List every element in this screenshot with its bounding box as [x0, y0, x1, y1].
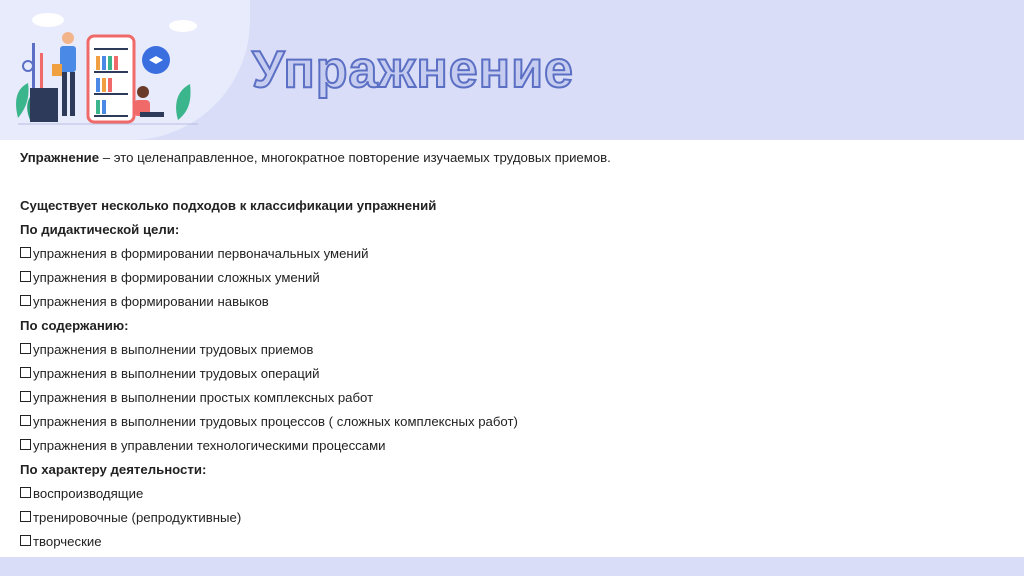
list-item	[20, 266, 1010, 290]
list-item-text: упражнения в управлении технологическими процессами	[33, 438, 386, 453]
page-title: Упражнение	[252, 41, 574, 99]
group-heading: По содержанию:	[20, 318, 129, 333]
definition-text: – это целенаправленное, многократное повторение изучаемых трудовых приемов.	[99, 150, 611, 165]
list-item-text: упражнения в выполнении трудовых процессов ( сложных комплексных работ)	[33, 414, 518, 429]
group-heading: По дидактической цели:	[20, 222, 180, 237]
list-item	[20, 338, 1010, 362]
list-item-text: воспроизводящие	[33, 486, 144, 501]
list-item	[20, 506, 1010, 530]
list-item	[20, 482, 1010, 506]
bullet-checkbox-icon	[20, 439, 31, 450]
list-item	[20, 386, 1010, 410]
list-item	[20, 290, 1010, 314]
list-item-text: тренировочные (репродуктивные)	[33, 510, 242, 525]
list-item	[20, 362, 1010, 386]
list-item-text: упражнения в выполнении трудовых приемов	[33, 342, 314, 357]
education-illustration	[8, 8, 198, 126]
list-item	[20, 242, 1010, 266]
list-item	[20, 410, 1010, 434]
definition-line	[20, 146, 1010, 170]
list-item-text: упражнения в выполнении трудовых операций	[33, 366, 320, 381]
bullet-checkbox-icon	[20, 247, 31, 258]
list-item-text: упражнения в формировании сложных умений	[33, 270, 320, 285]
bullet-checkbox-icon	[20, 343, 31, 354]
bullet-checkbox-icon	[20, 487, 31, 498]
bullet-checkbox-icon	[20, 535, 31, 546]
classification-heading: Существует несколько подходов к классификации упражнений	[20, 198, 437, 213]
bullet-checkbox-icon	[20, 295, 31, 306]
group-heading: По характеру деятельности:	[20, 462, 207, 477]
definition-term: Упражнение	[20, 150, 100, 165]
bullet-checkbox-icon	[20, 415, 31, 426]
bullet-checkbox-icon	[20, 511, 31, 522]
list-item-text: творческие	[33, 534, 102, 549]
list-item-text: упражнения в выполнении простых комплексных работ	[33, 390, 374, 405]
bullet-checkbox-icon	[20, 367, 31, 378]
list-item	[20, 434, 1010, 458]
bullet-checkbox-icon	[20, 271, 31, 282]
list-item-text: упражнения в формировании навыков	[33, 294, 269, 309]
slide-content	[20, 146, 1010, 554]
bullet-checkbox-icon	[20, 391, 31, 402]
footer-band	[0, 557, 1024, 576]
list-item-text: упражнения в формировании первоначальных умений	[33, 246, 369, 261]
list-item	[20, 530, 1010, 554]
